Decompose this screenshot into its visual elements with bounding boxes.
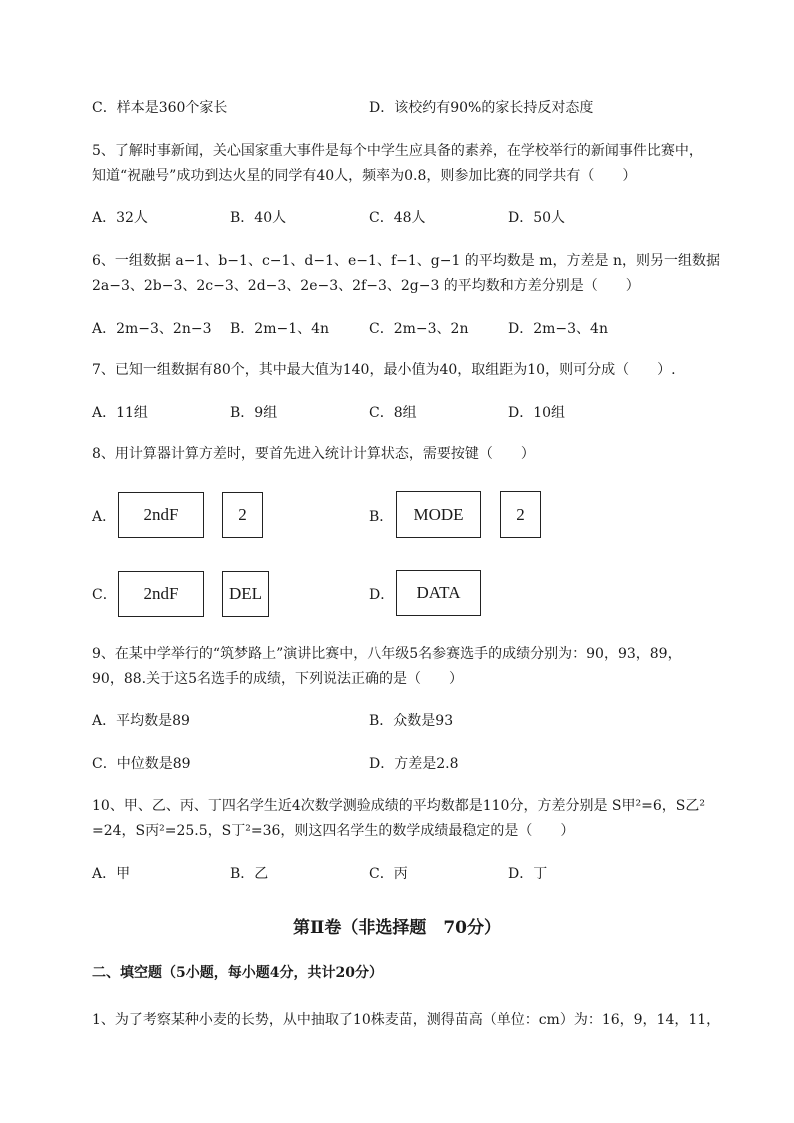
fill-blank-section-heading: 二、填空题（5小题，每小题4分，共计20分） [92,965,383,981]
q8-option-c-label: C． [92,587,117,603]
q4-option-c: C．样本是360个家长 [92,100,228,116]
q10-stem-line2: =24，S丙²=25.5，S丁²=36，则这四名学生的数学成绩最稳定的是（ ） [92,823,575,839]
q9-option-b: B．众数是93 [369,713,454,729]
q8-option-b-label: B． [369,509,394,525]
q10-stem-line1: 10、甲、乙、丙、丁四名学生近4次数学测验成绩的平均数都是110分，方差分别是 S甲²=6，S乙² [92,798,705,814]
q7-option-c: C．8组 [369,405,417,421]
calc-key-2: 2 [222,492,263,538]
q6-option-d: D．2m−3、4n [508,321,608,337]
q8-option-d-label: D． [369,587,395,603]
q5-option-d: D．50人 [508,210,566,226]
q9-stem-line1: 9、在某中学举行的“筑梦路上”演讲比赛中，八年级5名参赛选手的成绩分别为：90，93，89， [92,646,682,662]
q5-option-a: A．32人 [92,210,148,226]
q6-stem-line1: 6、一组数据 a−1、b−1、c−1、d−1、e−1、f−1、g−1 的平均数是 m，方差是 n，则另一组数据 [92,253,721,269]
q10-option-c: C．丙 [369,866,408,882]
q9-stem-line2: 90，88.关于这5名选手的成绩，下列说法正确的是（ ） [92,671,463,687]
q5-stem-line1: 5、了解时事新闻，关心国家重大事件是每个中学生应具备的素养，在学校举行的新闻事件比赛中， [92,143,703,159]
q10-option-a: A．甲 [92,866,131,882]
q6-option-a: A．2m−3、2n−3 [92,321,212,337]
calc-key-2ndf: 2ndF [118,492,204,538]
q10-option-b: B．乙 [230,866,269,882]
q8-option-a-label: A． [92,509,117,525]
calc-key-del: DEL [222,571,269,617]
q6-option-b: B．2m−1、4n [230,321,330,337]
q9-option-a: A．平均数是89 [92,713,190,729]
calc-key-mode: MODE [396,491,481,538]
q7-option-a: A．11组 [92,405,148,421]
q6-stem-line2: 2a−3、2b−3、2c−3、2d−3、2e−3、2f−3、2g−3 的平均数和方差分别是（ ） [92,278,640,294]
q5-option-b: B．40人 [230,210,287,226]
q4-option-d: D．该校约有90%的家长持反对态度 [369,100,594,116]
q6-option-c: C．2m−3、2n [369,321,469,337]
q7-option-b: B．9组 [230,405,278,421]
q5-stem-line2: 知道“祝融号”成功到达火星的同学有40人，频率为0.8，则参加比赛的同学共有（ ） [92,168,637,184]
calc-key-data: DATA [396,570,481,616]
q9-option-c: C．中位数是89 [92,756,191,772]
q5-option-c: C．48人 [369,210,426,226]
q9-option-d: D．方差是2.8 [369,756,459,772]
q8-stem: 8、用计算器计算方差时，要首先进入统计计算状态，需要按键（ ） [92,446,535,462]
part-two-title: 第Ⅱ卷（非选择题 70分） [293,918,501,938]
q7-option-d: D．10组 [508,405,566,421]
fill-q1-line1: 1、为了考察某种小麦的长势，从中抽取了10株麦苗，测得苗高（单位：cm）为：16，9，14，11， [92,1012,721,1028]
calc-key-2ndf: 2ndF [118,571,204,617]
q7-stem: 7、已知一组数据有80个，其中最大值为140，最小值为40，取组距为10，则可分成（ ）. [92,362,676,378]
q10-option-d: D．丁 [508,866,548,882]
calc-key-2: 2 [500,491,541,538]
